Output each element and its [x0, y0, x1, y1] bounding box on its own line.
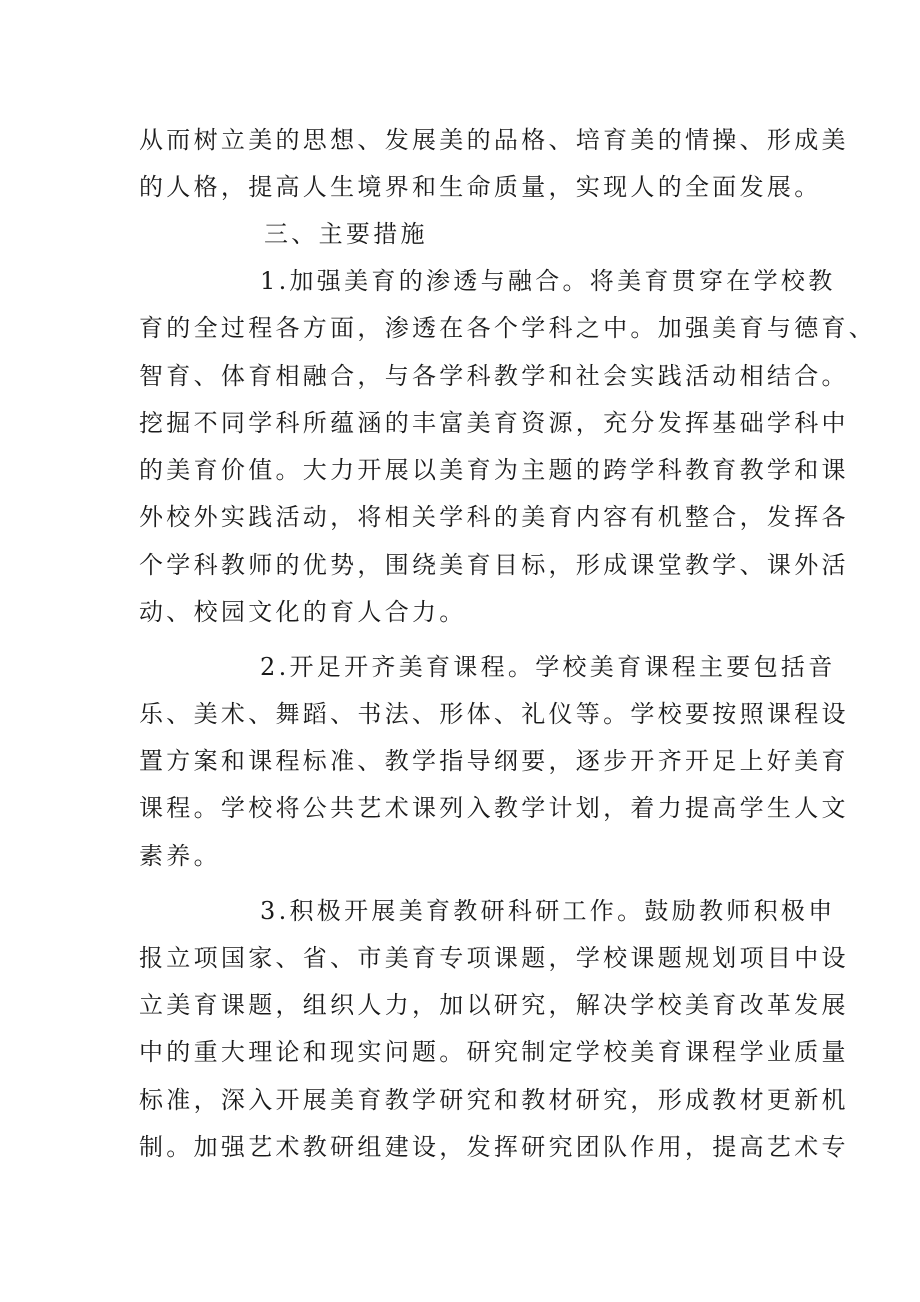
- text-line: 个学科教师的优势，围绕美育目标，形成课堂教学、课外活: [139, 551, 849, 579]
- text-line: 从而树立美的思想、发展美的品格、培育美的情操、形成美: [139, 126, 849, 154]
- text-line: 智育、体育相融合，与各学科教学和社会实践活动相结合。: [139, 362, 849, 390]
- text-line: 外校外实践活动，将相关学科的美育内容有机整合，发挥各: [139, 503, 849, 531]
- text-line: 素养。: [139, 842, 221, 870]
- paragraph-first-line: 2.开足开齐美育课程。学校美育课程主要包括音: [260, 653, 836, 681]
- text-line: 动、校园文化的育人合力。: [139, 598, 467, 626]
- text-line: 挖掘不同学科所蕴涵的丰富美育资源，充分发挥基础学科中: [139, 409, 849, 437]
- text-line: 置方案和课程标准、教学指导纲要，逐步开齐开足上好美育: [139, 747, 849, 775]
- text-line: 的人格，提高人生境界和生命质量，实现人的全面发展。: [139, 173, 822, 201]
- text-line: 的美育价值。大力开展以美育为主题的跨学科教育教学和课: [139, 456, 849, 484]
- text-line: 标准，深入开展美育教学研究和教材研究，形成教材更新机: [139, 1086, 849, 1114]
- text-line: 报立项国家、省、市美育专项课题，学校课题规划项目中设: [139, 944, 849, 972]
- text-line: 制。加强艺术教研组建设，发挥研究团队作用，提高艺术专: [139, 1133, 849, 1161]
- text-line: 育的全过程各方面，渗透在各个学科之中。加强美育与德育、: [139, 314, 877, 342]
- paragraph-first-line: 3.积极开展美育教研科研工作。鼓励教师积极申: [260, 897, 836, 925]
- text-line: 课程。学校将公共艺术课列入教学计划，着力提高学生人文: [139, 794, 849, 822]
- text-line: 中的重大理论和现实问题。研究制定学校美育课程学业质量: [139, 1038, 849, 1066]
- text-line: 立美育课题，组织人力，加以研究，解决学校美育改革发展: [139, 991, 849, 1019]
- section-heading: 三、主要措施: [264, 220, 428, 248]
- paragraph-first-line: 1.加强美育的渗透与融合。将美育贯穿在学校教: [260, 267, 836, 295]
- text-line: 乐、美术、舞蹈、书法、形体、礼仪等。学校要按照课程设: [139, 700, 849, 728]
